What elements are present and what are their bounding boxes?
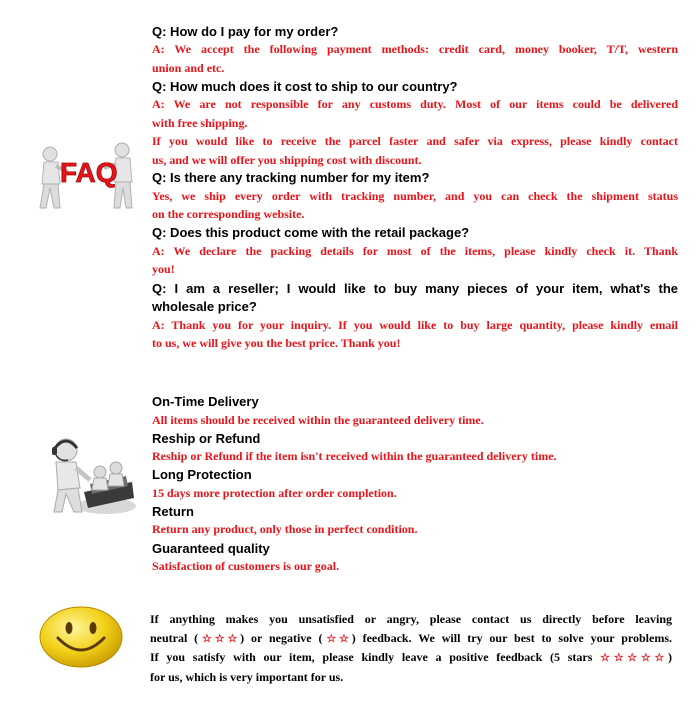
neutral-stars-icon: ☆☆☆ (198, 632, 241, 645)
faq-question-5-line-2: wholesale price? (152, 299, 257, 314)
faq-question-2: Q: How much does it cost to ship to our country? (152, 79, 458, 94)
faq-answer-5-line-2: to us, we will give you the best price. Thank you! (152, 336, 401, 350)
faq-question-3: Q: Is there any tracking number for my item? (152, 170, 430, 185)
faq-answer-2-line-3: If you would like to receive the parcel faster and safer via express, please kindly contact (152, 134, 678, 148)
feedback-line-1: If anything makes you unsatisfied or angry, please contact us directly before leaving (150, 612, 672, 626)
smiley-face-icon (38, 604, 124, 668)
negative-stars-icon: ☆☆ (322, 632, 352, 645)
positive-stars-icon: ☆☆☆☆☆ (600, 652, 669, 664)
service-text-guaranteed-quality: Satisfaction of customers is our goal. (152, 559, 340, 573)
service-title-reship-or-refund: Reship or Refund (152, 431, 261, 446)
faq-answer-4-line-1: A: We declare the packing details for most of the items, please kindly check it. Thank (152, 244, 678, 258)
faq-logo-text: FAQ (60, 157, 118, 188)
feedback-line-2 (150, 629, 672, 649)
service-title-return: Return (152, 504, 194, 519)
faq-question-1: Q: How do I pay for my order? (152, 24, 339, 39)
feedback-line-2-a: neutral ( (150, 630, 199, 645)
service-text-on-time-delivery: All items should be received within the guaranteed delivery time. (152, 413, 484, 427)
service-text-long-protection: 15 days more protection after order completion. (152, 486, 397, 500)
faq-question-5-line-1: Q: I am a reseller; I would like to buy many pieces of your item, what's the (152, 281, 678, 296)
faq-question-4: Q: Does this product come with the retail package? (152, 225, 470, 240)
faq-answer-1-line-1: A: We accept the following payment methods: credit card, money booker, T/T, western (152, 42, 678, 56)
service-text-reship-or-refund: Reship or Refund if the item isn't received within the guaranteed delivery time. (152, 449, 557, 463)
faq-answer-2-line-2: with free shipping. (152, 116, 248, 130)
customer-service-icon (44, 432, 139, 522)
faq-answer-5-line-1: A: Thank you for your inquiry. If you would like to buy large quantity, please kindly email (152, 318, 678, 332)
faq-answer-3-line-1: Yes, we ship every order with tracking number, and you can check the shipment status (152, 189, 678, 203)
feedback-line-3-b: ) (668, 650, 673, 664)
service-title-guaranteed-quality: Guaranteed quality (152, 541, 270, 556)
faq-answer-3-line-2: on the corresponding website. (152, 207, 305, 221)
service-title-on-time-delivery: On-Time Delivery (152, 394, 259, 409)
feedback-paragraph (150, 610, 672, 686)
faq-people-icon (30, 138, 140, 218)
feedback-line-2-c: ) feedback. We will try our best to solve your problems. (351, 630, 672, 645)
faq-answer-4-line-2: you! (152, 262, 175, 276)
feedback-line-3 (150, 648, 672, 668)
faq-answer-1-line-2: union and etc. (152, 61, 225, 75)
service-title-long-protection: Long Protection (152, 467, 252, 482)
feedback-line-2-b: ) or negative ( (240, 630, 323, 645)
feedback-line-4: for us, which is very important for us. (150, 669, 344, 684)
service-text-return: Return any product, only those in perfect condition. (152, 522, 418, 536)
faq-answer-2-line-1: A: We are not responsible for any customs duty. Most of our items could be delivered (152, 97, 678, 111)
feedback-line-3-a: If you satisfy with our item, please kindly leave a positive feedback (5 stars (150, 650, 601, 664)
faq-answer-2-line-4: us, and we will offer you shipping cost with discount. (152, 153, 422, 167)
